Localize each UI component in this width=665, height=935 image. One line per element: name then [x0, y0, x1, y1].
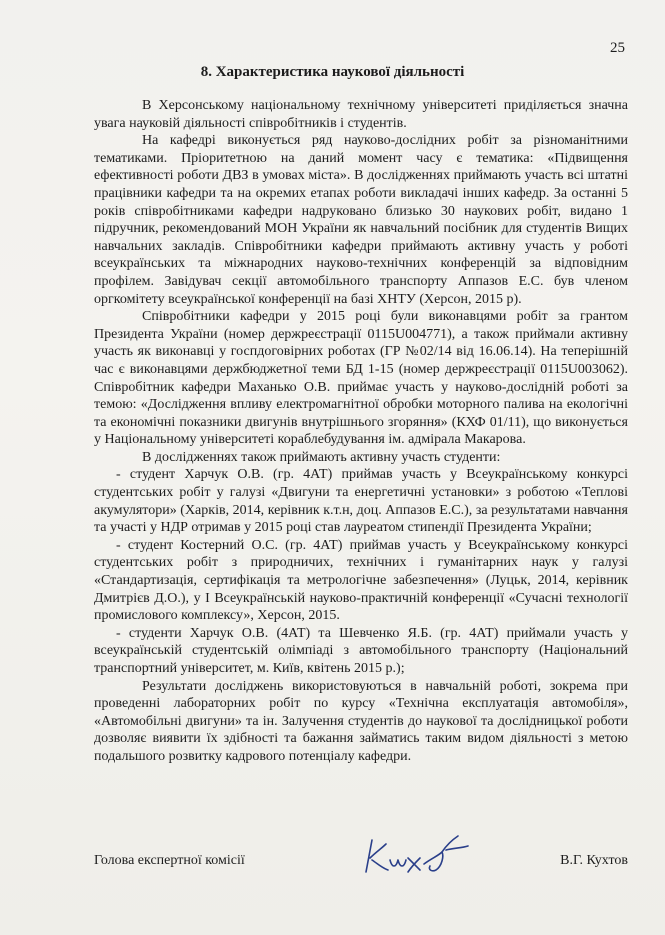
signatory-name: В.Г. Кухтов [560, 853, 628, 868]
paragraph-intro: В Херсонському національному технічному університеті приділяється значна увага науковій діяльності співробітників і студентів. [94, 98, 628, 131]
student-item: - студент Харчук О.В. (гр. 4АТ) приймав участь у Всеукраїнському конкурсі студентських робіт у галузі «Двигуни та енергетичні установки» з роботою «Теплові акумулятори» (Харків, 2014, керівник к.т.н, доц. Аппазов Е.С.), за результатами навчання та участі у НДР отримав у 2015 році став лауреатом стипендії Президента України; [94, 467, 628, 536]
document-body [94, 97, 628, 766]
paragraph-research-topics: На кафедрі виконується ряд науково-дослідних робіт за різноманітними тематиками. Пріоритетною на даний момент часу є тематика: «Підвищення ефективності роботи ДВЗ в умовах міста». В дослідженнях приймають участь всі штатні працівники кафедри та на окремих етапах роботи викладачі інших кафедр. За останні 5 років співробітниками кафедри надруковано близько 30 наукових робіт, видано 1 підручник, рекомендований МОН України як навчальний посібник для студентів Вищих навчальних закладів. Співробітники кафедри приймають активну участь у роботі всеукраїнських та міжнародних науково-технічних конференцій за відповідним профілем. Завідувач секції автомобільного транспорту Аппазов Е.С. був членом оргкомітету всеукраїнської конференції на базі ХНТУ (Херсон, 2015 р). [94, 133, 628, 307]
page-number: 25 [610, 40, 625, 56]
section-title: 8. Характеристика наукової діяльності [200, 64, 465, 80]
student-item: - студент Костерний О.С. (гр. 4АТ) приймав участь у Всеукраїнському конкурсі студентських робіт з природничих, технічних і гуманітарних наук у галузі «Стандартизація, сертифікація та метрологічне забезпечення» (Луцьк, 2014, керівник Дмитрієв Д.О.), у І Всеукраїнській науково-практичній конференції «Сучасні технології промислового комплексу», Херсон, 2015. [94, 537, 628, 624]
paragraph-results: Результати досліджень використовуються в навчальній роботі, зокрема при проведенні лабораторних робіт по курсу «Технічна експлуатація автомобіля», «Автомобільні двигуни» та ін. Залучення студентів до наукової та дослідницької роботи дозволяє виявити їх здібності та бажання займатись таким видом діяльності з метою подальшого розвитку кадрового потенціалу кафедри. [94, 678, 628, 764]
handwritten-signature-icon [362, 834, 472, 876]
paragraph-grants: Співробітники кафедри у 2015 році були виконавцями робіт за грантом Президента України (номер держреєстрації 0115U004771), а також приймали активну участь як виконавці у госпдоговірних роботах (ГР №02/14 від 16.06.14). На теперішній час є виконавцями держбюджетної теми БД 1-15 (номер держреєстрації 0115U003062). Співробітник кафедри Маханько О.В. приймає участь у науково-дослідній роботі за темою: «Дослідження впливу електромагнітної обробки моторного палива на екологічні та економічні показники двигунів внутрішнього згоряння» (КХФ 01/11), що виконується у Національному університеті кораблебудування ім. адмірала Макарова. [94, 309, 628, 448]
paragraph-students-intro: В дослідженнях також приймають активну участь студенти: [142, 449, 501, 465]
signatory-position: Голова експертної комісії [94, 853, 245, 868]
student-item: - студенти Харчук О.В. (4АТ) та Шевченко Я.Б. (гр. 4АТ) приймали участь у всеукраїнській студентській олімпіаді з автомобільного транспорту (Національний транспортний університет, м. Київ, квітень 2015 р.); [94, 625, 628, 676]
